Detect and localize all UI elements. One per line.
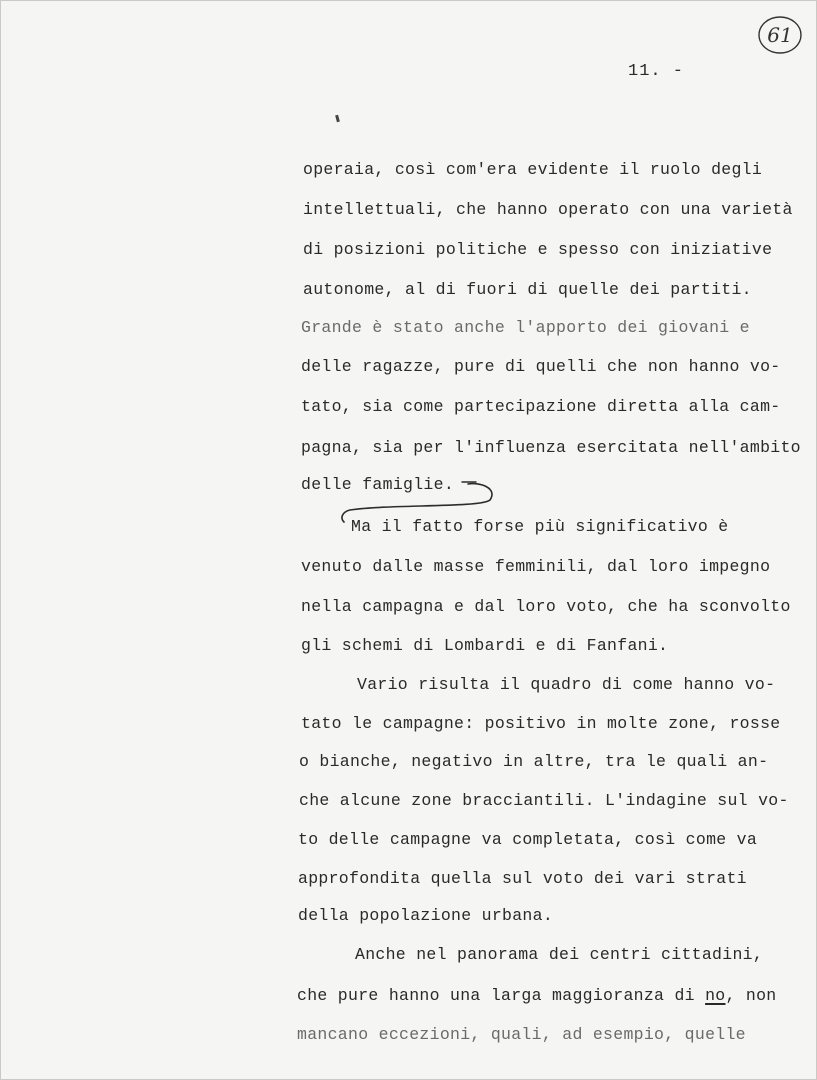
text-line: tato le campagne: positivo in molte zone, rosse (301, 714, 781, 733)
text-line: delle ragazze, pure di quelli che non hanno vo- (301, 357, 781, 376)
text-line: pagna, sia per l'influenza esercitata nell'ambito (301, 438, 801, 457)
text-line: mancano eccezioni, quali, ad esempio, quelle (297, 1025, 746, 1044)
text-line: to delle campagne va completata, così come va (298, 830, 758, 849)
underlined-word: no (705, 986, 726, 1005)
stray-ink-mark (335, 115, 340, 123)
text-line-with-underline (297, 986, 777, 1005)
text-line: Grande è stato anche l'apporto dei giovani e (301, 318, 750, 337)
text-line: delle famiglie. (301, 475, 455, 494)
text-line: che alcune zone bracciantili. L'indagine sul vo- (299, 791, 789, 810)
line-start: che pure hanno una larga maggioranza di (297, 986, 706, 1005)
text-line: di posizioni politiche e spesso con iniziative (303, 240, 773, 259)
text-line: Anche nel panorama dei centri cittadini, (355, 945, 764, 964)
text-line: autonome, al di fuori di quelle dei partiti. (303, 280, 752, 299)
circled-number-stamp (757, 12, 803, 58)
page-number: 11. - (628, 62, 685, 81)
text-line: nella campagna e dal loro voto, che ha sconvolto (301, 597, 791, 616)
text-line: o bianche, negativo in altre, tra le quali an- (299, 752, 769, 771)
text-line: intellettuali, che hanno operato con una varietà (303, 200, 793, 219)
text-line: Ma il fatto forse più significativo è (351, 517, 729, 536)
text-line: approfondita quella sul voto dei vari strati (298, 869, 747, 888)
text-line: Vario risulta il quadro di come hanno vo- (357, 675, 776, 694)
text-line: gli schemi di Lombardi e di Fanfani. (301, 636, 669, 655)
text-line: operaia, così com'era evidente il ruolo degli (303, 160, 763, 179)
text-line: tato, sia come partecipazione diretta alla cam- (301, 397, 781, 416)
text-line: venuto dalle masse femminili, dal loro impegno (301, 557, 771, 576)
line-tail: , non (725, 986, 777, 1005)
archive-number: 61 (767, 23, 793, 47)
archive-page-stamp (757, 12, 803, 58)
text-line: della popolazione urbana. (298, 906, 554, 925)
